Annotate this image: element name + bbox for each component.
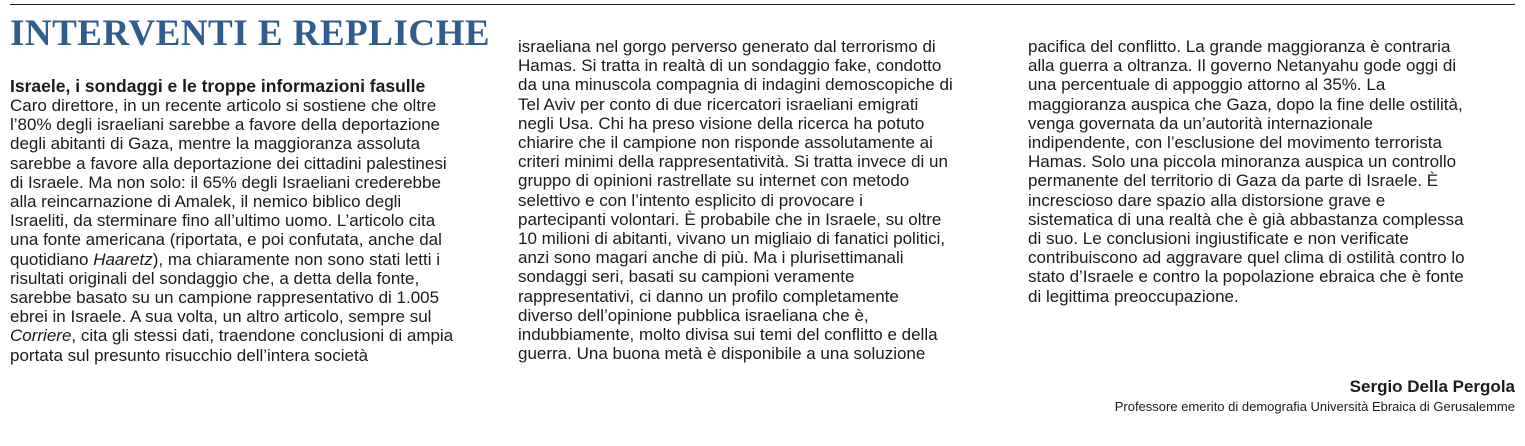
text-line: increscioso dare spazio alla distorsione grave e	[1028, 190, 1386, 210]
text-line: 10 milioni di abitanti, vivano un migliaio di fanatici politici,	[518, 229, 946, 249]
text-line: partecipanti volontari. È probabile che in Israele, su oltre	[518, 209, 942, 229]
text-line: Corriere, cita gli stessi dati, traendone conclusioni di ampia	[10, 326, 454, 346]
text-line: una percentuale di appoggio attorno al 35%. La	[1028, 75, 1386, 95]
text-line: guerra. Una buona metà è disponibile a una soluzione	[518, 344, 926, 364]
text-line: sarebbe basato su un campione rappresentativo di 1.005	[10, 288, 440, 308]
text-line: una fonte americana (riportata, e poi confutata, anche dal	[10, 230, 442, 250]
text-line: ebrei in Israele. A sua volta, un altro articolo, sempre sul	[10, 307, 432, 327]
top-rule	[10, 4, 1515, 5]
text-line: risultati originali del sondaggio che, a detta della fonte,	[10, 268, 420, 288]
column-2-text	[518, 37, 1008, 363]
column-1-text	[10, 96, 500, 365]
text-line: sondaggi seri, basati su campioni veramente	[518, 267, 855, 287]
text-line: stato d’Israele e contro la popolazione ebraica che è fonte	[1028, 267, 1464, 287]
article-headline: Israele, i sondaggi e le troppe informazioni fasulle	[10, 76, 426, 96]
text-line: portata sul presunto risucchio dell’intera società	[10, 345, 369, 365]
text-line: israeliana nel gorgo perverso generato dal terrorismo di	[518, 37, 936, 56]
text-line: di suo. Le conclusioni ingiustificate e non verificate	[1028, 229, 1409, 249]
text-line: indubbiamente, molto divisa sui temi del conflitto e della	[518, 325, 938, 345]
text-line: diverso dell’opinione pubblica israeliana che è,	[518, 305, 869, 325]
text-line: Tel Aviv per conto di due ricercatori israeliani emigrati	[518, 94, 919, 114]
section-title: INTERVENTI E REPLICHE	[10, 13, 491, 54]
text-line: chiarire che il campione non risponde assolutamente ai	[518, 133, 933, 153]
text-line: alla reincarnazione di Amalek, il nemico biblico degli	[10, 192, 402, 212]
text-line: Caro direttore, in un recente articolo si sostiene che oltre	[10, 96, 437, 115]
signature	[1115, 376, 1515, 416]
text-line: l’80% degli israeliani sarebbe a favore della deportazione	[10, 115, 440, 135]
text-line: Israeliti, da sterminare fino all’ultimo uomo. L’articolo cita	[10, 211, 436, 231]
text-line: quotidiano Haaretz), ma chiaramente non sono stati letti i	[10, 249, 440, 269]
text-line: contribuiscono ad aggravare quel clima di ostilità contro lo	[1028, 248, 1465, 268]
text-line: negli Usa. Chi ha preso visione della ricerca ha potuto	[518, 113, 925, 133]
text-line: selettivo e con l’intento esplicito di provocare i	[518, 190, 863, 210]
text-line: Hamas. Si tratta in realtà di un sondaggio fake, condotto	[518, 56, 942, 76]
text-line: di legittima preoccupazione.	[1028, 286, 1239, 306]
author-role: Professore emerito di demografia Università Ebraica di Gerusalemme	[1114, 399, 1515, 414]
text-line: sistematica di una realtà che è già abbastanza complessa	[1028, 209, 1464, 229]
text-line: criteri minimi della rappresentatività. Si tratta invece di un	[518, 152, 948, 172]
text-line: rappresentativi, ci danno un profilo completamente	[518, 286, 899, 306]
column-3-text	[1028, 37, 1516, 306]
text-line: di Israele. Ma non solo: il 65% degli Israeliani crederebbe	[10, 172, 441, 192]
text-line: alla guerra a oltranza. Il governo Netanyahu gode oggi di	[1028, 56, 1457, 76]
text-line: indipendente, con l’esclusione del movimento terrorista	[1028, 133, 1442, 153]
text-line: venga governata da un’autorità internazionale	[1028, 113, 1373, 133]
column-1	[10, 12, 500, 365]
text-line: gruppo di opinioni rastrellate su internet con metodo	[518, 171, 910, 191]
text-line: anzi sono magari anche di più. Ma i plurisettimanali	[518, 248, 904, 268]
column-3	[1028, 37, 1516, 306]
column-2	[518, 37, 1008, 363]
author-name: Sergio Della Pergola	[1349, 377, 1515, 396]
text-line: da una minuscola compagnia di indagini demoscopiche di	[518, 75, 953, 95]
text-line: sarebbe a favore alla deportazione dei cittadini palestinesi	[10, 153, 447, 173]
text-line: degli abitanti di Gaza, mentre la maggioranza assoluta	[10, 134, 421, 154]
text-line: permanente del territorio di Gaza da parte di Israele. È	[1028, 171, 1439, 191]
text-line: maggioranza auspica che Gaza, dopo la fine delle ostilità,	[1028, 94, 1463, 114]
text-line: Hamas. Solo una piccola minoranza auspica un controllo	[1028, 152, 1457, 172]
text-line: pacifica del conflitto. La grande maggioranza è contraria	[1028, 37, 1451, 56]
